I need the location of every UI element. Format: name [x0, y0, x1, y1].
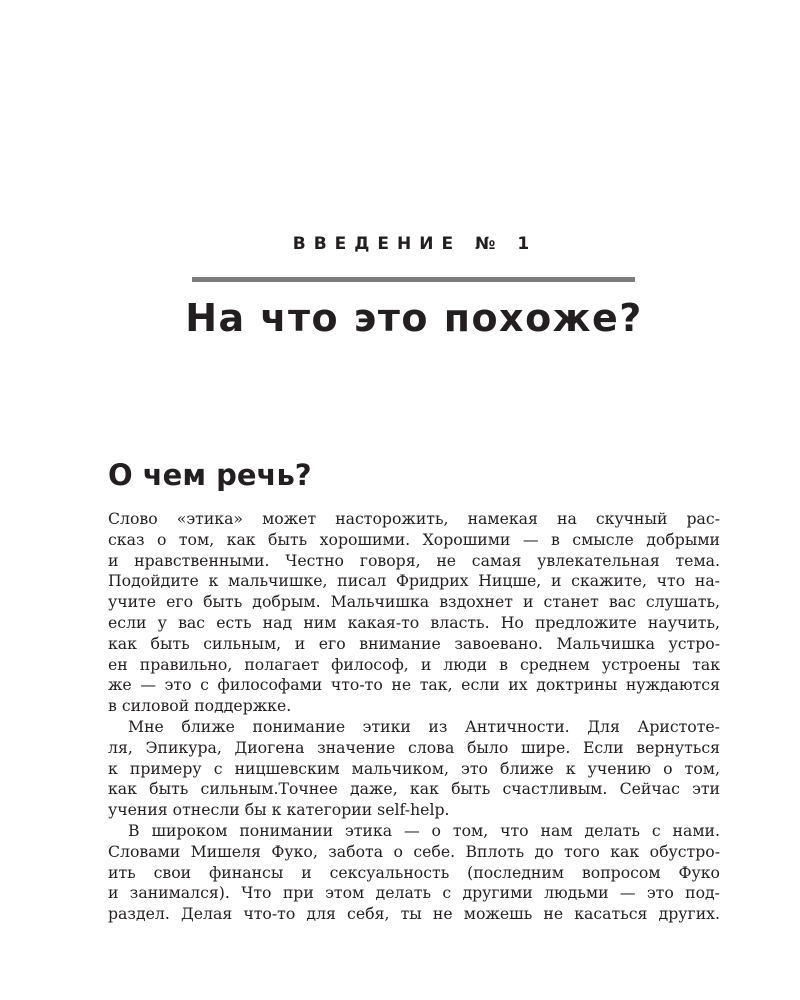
text-line: если у вас есть над ним какая-то власть. Но предложите научить, [108, 612, 720, 632]
text-line: учения отнесли бы к категории self-help. [108, 800, 450, 820]
text-line: как быть сильным.Точнее даже, как быть счастливым. Сейчас эти [108, 779, 720, 799]
section-heading: О чем речь? [108, 458, 312, 492]
text-line: Словами Мишеля Фуко, забота о себе. Вплоть до того как обустро- [108, 841, 720, 861]
text-line: Подойдите к мальчишке, писал Фридрих Ницше, и скажите, что на- [108, 571, 720, 591]
text-line: к примеру с ницшевским мальчиком, это ближе к учению о том, [108, 758, 720, 778]
text-line: Мне ближе понимание этики из Античности. Для Аристоте- [128, 716, 720, 736]
text-line: учите его быть добрым. Мальчишка вздохнет и станет вас слушать, [108, 592, 720, 612]
text-line: и занимался). Что при этом делать с другими людьми — это под- [108, 883, 720, 903]
text-line: в силовой поддержке. [108, 696, 292, 716]
text-line: ля, Эпикура, Диогена значение слова было шире. Если вернуться [108, 737, 720, 757]
chapter-eyebrow: ВВЕДЕНИЕ № 1 [292, 234, 538, 254]
body-text [108, 509, 720, 925]
text-line: В широком понимании этика — о том, что нам делать с нами. [128, 820, 720, 840]
text-line: как быть сильным, и его внимание завоевано. Мальчишка устро- [108, 633, 720, 653]
text-line: и нравственными. Честно говоря, не самая увлекательная тема. [108, 550, 720, 570]
text-line: ен правильно, полагает философ, и люди в среднем устроены так [108, 654, 720, 674]
text-line: раздел. Делая что-то для себя, ты не можешь не касаться других. [108, 904, 720, 924]
text-line: ить свои финансы и сексуальность (последним вопросом Фуко [108, 862, 720, 882]
chapter-title: На что это похоже? [185, 296, 643, 340]
title-divider [192, 277, 635, 282]
text-line: же — это с философами что-то не так, если их доктрины нуждаются [108, 675, 720, 695]
text-line: Слово «этика» может насторожить, намекая на скучный рас- [108, 509, 720, 528]
text-line: сказ о том, как быть хорошими. Хорошими — в смысле добрыми [108, 529, 720, 549]
